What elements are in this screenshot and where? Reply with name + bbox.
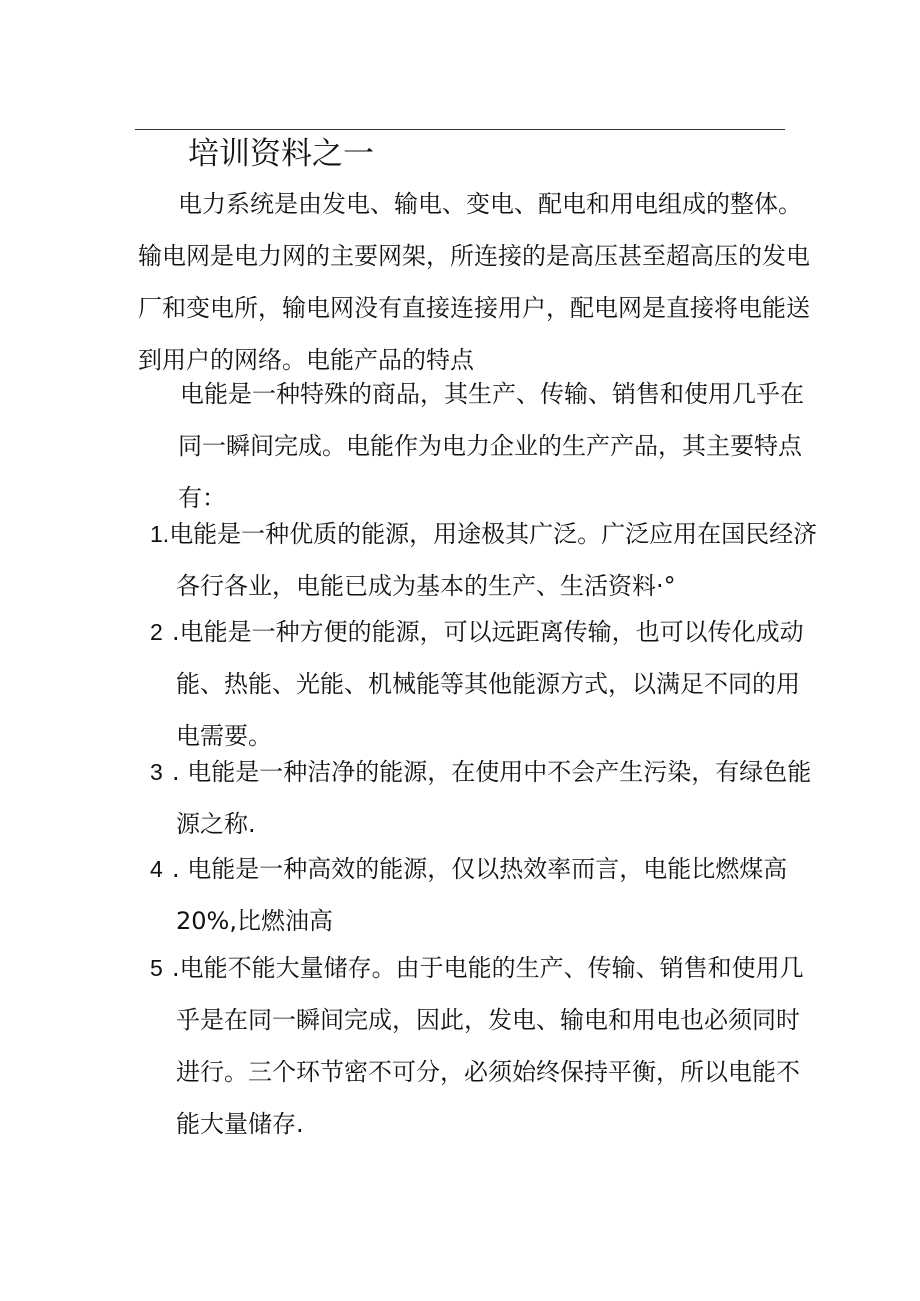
intro-line: 电力系统是由发电、输电、变电、配电和用电组成的整体。 [178, 190, 802, 218]
list-item-marker: 5 [150, 955, 163, 981]
intro-line: 到用户的网络。电能产品的特点 [138, 346, 474, 374]
intro-line: 输电网是电力网的主要网架，所连接的是高压甚至超高压的发电 [138, 242, 810, 270]
list-item-line: 进行。三个环节密不可分，必须始终保持平衡，所以电能不 [176, 1058, 800, 1086]
list-item [150, 843, 787, 947]
list-item-line: 电需要。 [176, 722, 272, 750]
header-rule [135, 129, 785, 130]
list-item-line: .电能不能大量储存。由于电能的生产、传输、销售和使用几 [172, 954, 804, 982]
features-intro-line: 有： [178, 484, 226, 512]
list-item-line: 电能是一种优质的能源，用途极其广泛。广泛应用在国民经济 [169, 520, 818, 548]
list-item-marker: 3 [150, 759, 163, 785]
list-item-line: 能、热能、光能、机械能等其他能源方式，以满足不同的用 [176, 670, 800, 698]
intro-line: 厂和变电所，输电网没有直接连接用户，配电网是直接将电能送 [138, 294, 810, 322]
list-item-marker: 2 [150, 619, 163, 645]
list-item-line: .电能是一种方便的能源，可以远距离传输，也可以传化成动 [172, 618, 804, 646]
features-intro-paragraph [178, 368, 804, 524]
list-item [150, 942, 804, 1150]
list-item [150, 508, 817, 612]
list-item [150, 606, 804, 762]
list-item-marker: 1. [150, 521, 170, 547]
list-item-line: . 电能是一种高效的能源，仅以热效率而言，电能比燃煤高 [172, 855, 788, 883]
list-item-line: 20%,比燃油高 [176, 907, 333, 935]
list-item-line: 乎是在同一瞬间完成，因此，发电、输电和用电也必须同时 [176, 1006, 800, 1034]
list-item-line: 源之称. [176, 810, 256, 838]
intro-paragraph [138, 178, 810, 386]
list-item-marker: 4 [150, 856, 163, 882]
list-item-line: . 电能是一种洁净的能源，在使用中不会产生污染，有绿色能 [172, 758, 812, 786]
features-intro-line: 同一瞬间完成。电能作为电力企业的生产产品，其主要特点 [178, 432, 802, 460]
document-title: 培训资料之一 [188, 136, 374, 172]
list-item-line: 能大量储存. [176, 1110, 304, 1138]
list-item-line: 各行各业，电能已成为基本的生产、生活资料·° [176, 572, 676, 600]
features-intro-line: 电能是一种特殊的商品，其生产、传输、销售和使用几乎在 [180, 380, 804, 408]
list-item [150, 746, 811, 850]
